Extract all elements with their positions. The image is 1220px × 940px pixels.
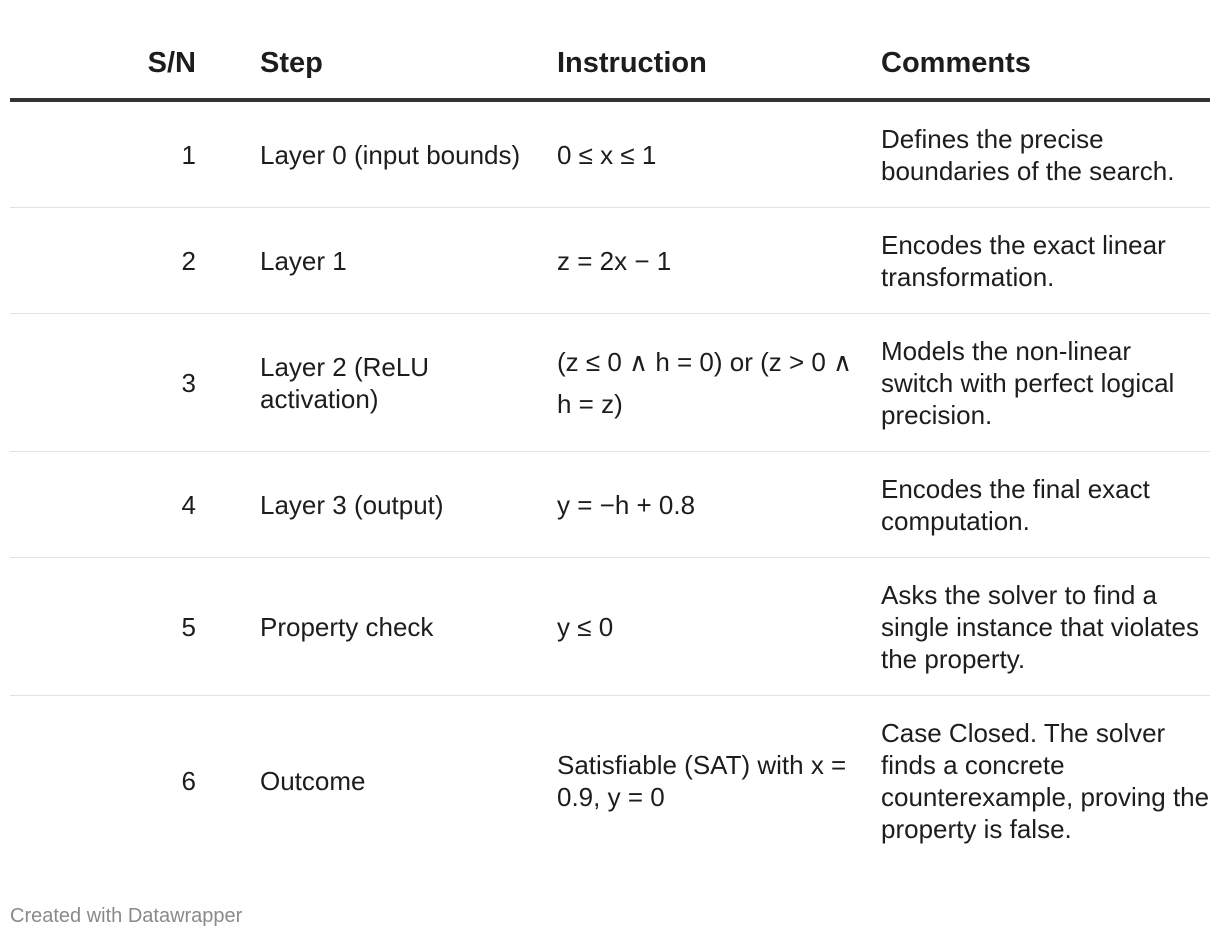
table-header-row <box>10 28 1210 102</box>
table-row <box>10 452 1210 558</box>
cell-sn: 1 <box>181 139 196 170</box>
cell-step: Layer 0 (input bounds) <box>260 139 521 170</box>
cell-sn: 3 <box>181 367 196 398</box>
cell-instruction: (z ≤ 0 ∧ h = 0) or (z > 0 ∧ h = z) <box>557 346 853 419</box>
table-row <box>10 558 1210 696</box>
cell-comments: Models the non-linear switch with perfect logical precision. <box>881 335 1175 430</box>
cell-instruction: z = 2x − 1 <box>557 245 672 276</box>
cell-comments: Defines the precise boundaries of the search. <box>881 123 1175 186</box>
header-step: Step <box>260 47 323 79</box>
cell-sn: 6 <box>181 766 196 796</box>
table-row <box>10 208 1210 314</box>
cell-instruction: y ≤ 0 <box>557 611 614 642</box>
cell-step: Outcome <box>260 766 366 796</box>
data-table <box>10 28 1210 866</box>
cell-comments: Encodes the final exact computation. <box>881 473 1150 536</box>
cell-instruction: 0 ≤ x ≤ 1 <box>557 139 657 170</box>
header-comments: Comments <box>881 47 1031 79</box>
header-instruction: Instruction <box>557 47 707 79</box>
cell-step: Property check <box>260 611 434 642</box>
cell-comments: Encodes the exact linear transformation. <box>881 229 1166 292</box>
cell-step: Layer 2 (ReLU activation) <box>260 351 430 414</box>
cell-sn: 4 <box>181 489 196 520</box>
cell-instruction: Satisfiable (SAT) with x = 0.9, y = 0 <box>557 750 847 812</box>
table-row <box>10 314 1210 452</box>
datawrapper-credit: Created with Datawrapper <box>10 905 243 927</box>
header-sn: S/N <box>147 47 196 79</box>
table-row <box>10 102 1210 208</box>
cell-comments: Case Closed. The solver finds a concrete counterexample, proving the property is false. <box>881 718 1210 844</box>
cell-comments: Asks the solver to find a single instance that violates the property. <box>881 579 1199 674</box>
cell-step: Layer 1 <box>260 245 347 276</box>
cell-sn: 2 <box>181 245 196 276</box>
cell-sn: 5 <box>181 611 196 642</box>
table-row <box>10 696 1210 866</box>
cell-step: Layer 3 (output) <box>260 489 444 520</box>
cell-instruction: y = −h + 0.8 <box>557 489 696 520</box>
